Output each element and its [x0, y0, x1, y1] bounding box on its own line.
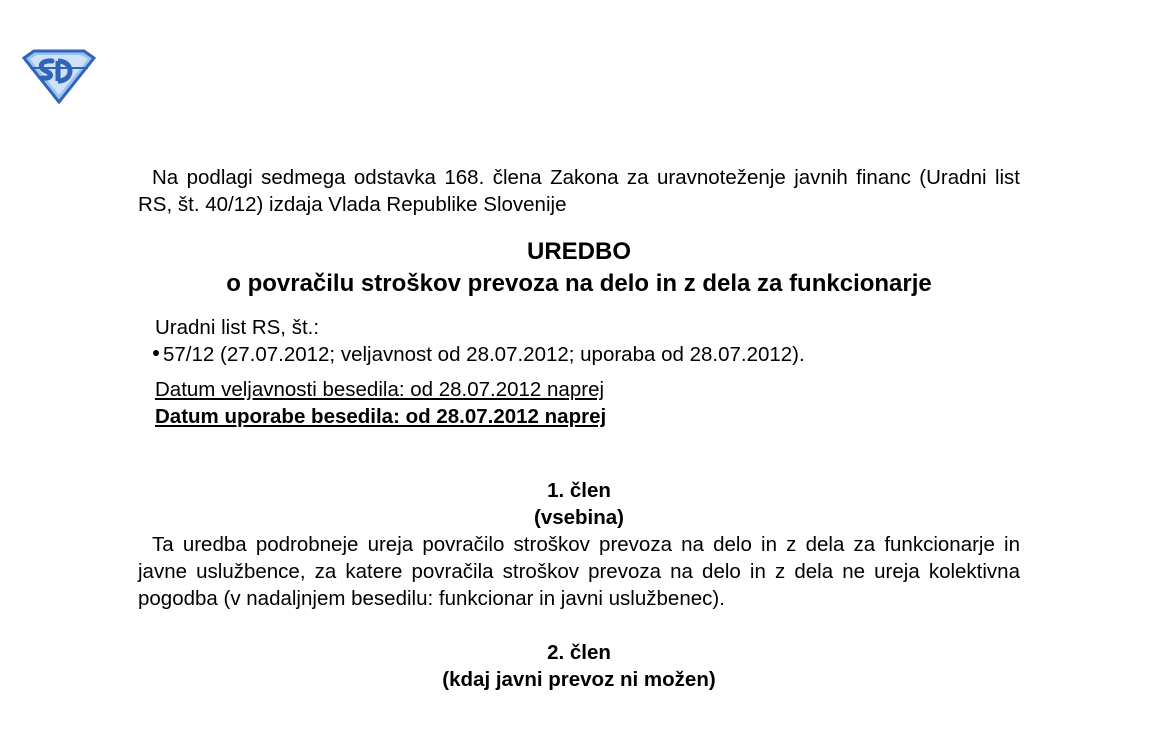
sd-shield-logo-icon [22, 48, 96, 104]
text-dates [138, 376, 1020, 430]
document-body [138, 164, 1020, 693]
intro-paragraph: Na podlagi sedmega odstavka 168. člena Zakona za uravnoteženje javnih financ (Uradni list RS, št. 40/12) izdaja Vlada Republike Slovenije [138, 166, 1020, 216]
article-1-heading: (vsebina) [534, 506, 624, 529]
article-2-heading: (kdaj javni prevoz ni možen) [442, 668, 716, 691]
gazette-entry-text: 57/12 (27.07.2012; veljavnost od 28.07.2012; uporaba od 28.07.2012). [163, 343, 805, 366]
gazette-label: Uradni list RS, št.: [155, 316, 320, 339]
title-line-2: o povračilu stroškov prevoza na delo in z dela za funkcionarje [226, 270, 932, 297]
article-1-text: Ta uredba podrobneje ureja povračilo stroškov prevoza na delo in z dela za funkcionarje in javne uslužbence, za katere povračila stroškov prevoza na delo in z dela ne ureja kolektivna pogodba (v nadaljnjem besedilu: funkcionar in javni uslužbenec). [138, 533, 1020, 610]
article-1-number: 1. člen [547, 479, 611, 502]
gazette-reference [138, 314, 1020, 368]
application-date-link[interactable]: Datum uporabe besedila: od 28.07.2012 naprej [155, 405, 607, 428]
validity-date-link[interactable]: Datum veljavnosti besedila: od 28.07.2012 naprej [155, 378, 605, 401]
document-title [138, 236, 1020, 300]
article-2-number: 2. člen [547, 641, 611, 664]
bullet-icon [153, 350, 159, 356]
publisher-logo [22, 48, 96, 104]
title-line-1: UREDBO [526, 238, 631, 265]
gazette-entry [153, 341, 1020, 368]
